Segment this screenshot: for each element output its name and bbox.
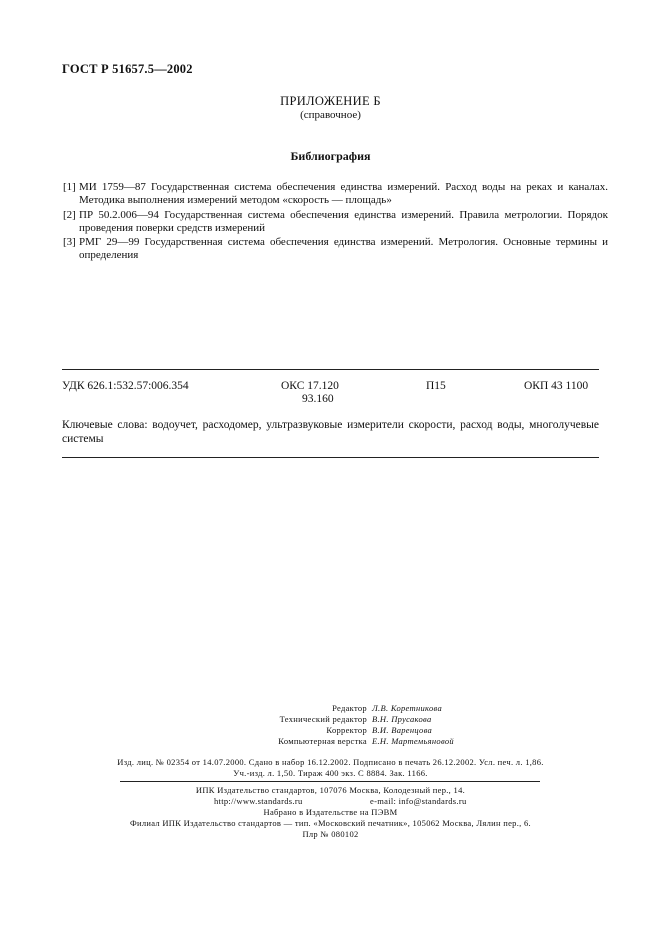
bibliography-item-number: [1]	[63, 181, 76, 193]
typesetting-note: Набрано в Издательстве на ПЭВМ	[263, 807, 398, 817]
bibliography-item-number: [3]	[63, 236, 76, 248]
appendix-subtitle: (справочное)	[300, 109, 361, 121]
publisher-email[interactable]: e-mail: info@standards.ru	[370, 796, 467, 806]
corrector-name: В.И. Варенцова	[372, 725, 433, 735]
divider-bottom	[62, 457, 599, 458]
publication-info-line2: Уч.-изд. л. 1,50. Тираж 400 экз. С 8884. Зак. 1166.	[233, 768, 428, 778]
bibliography-item	[63, 181, 608, 207]
editor-name: Л.В. Коретникова	[372, 703, 442, 713]
printing-branch: Филиал ИПК Издательство стандартов — тип. «Московский печатник», 105062 Москва, Лялин пер., 6.	[130, 818, 531, 828]
layout-label: Компьютерная верстка	[278, 736, 367, 746]
layout-name: Е.Н. Мартемьяновой	[372, 736, 454, 746]
divider-top	[62, 369, 599, 370]
bibliography-item-text: ПР 50.2.006—94 Государственная система обеспечения единства измерений. Правила метрологии. Порядок проведения поверки средств измерений	[79, 209, 608, 234]
udk-code: УДК 626.1:532.57:006.354	[62, 380, 189, 392]
oks-code-secondary: 93.160	[302, 393, 334, 405]
printing-license: Плр № 080102	[302, 829, 359, 839]
oks-code: ОКС 17.120	[281, 380, 339, 392]
publisher-address: ИПК Издательство стандартов, 107076 Москва, Колодезный пер., 14.	[195, 785, 466, 795]
bibliography-item-number: [2]	[63, 209, 76, 221]
bibliography-item	[63, 236, 608, 262]
bibliography-item-text: МИ 1759—87 Государственная система обеспечения единства измерений. Расход воды на реках и каналах. Методика выполнения измерений методом «скорость — площадь»	[79, 181, 608, 206]
publication-info-line1: Изд. лиц. № 02354 от 14.07.2000. Сдано в набор 16.12.2002. Подписано в печать 26.12.2002. Усл. печ. л. 1,86.	[117, 757, 544, 767]
okp-code: ОКП 43 1100	[524, 380, 589, 392]
tech-editor-label: Технический редактор	[279, 714, 367, 724]
publisher-url[interactable]: http://www.standards.ru	[214, 796, 303, 806]
document-code: ГОСТ Р 51657.5—2002	[62, 62, 193, 76]
divider-imprint	[120, 781, 540, 782]
bibliography-item	[63, 209, 608, 235]
keywords: Ключевые слова: водоучет, расходомер, ультразвуковые измерители скорости, расход воды, многолучевые системы	[62, 419, 599, 445]
tech-editor-name: В.Н. Прусакова	[372, 714, 432, 724]
corrector-label: Корректор	[326, 725, 367, 735]
appendix-title: ПРИЛОЖЕНИЕ Б	[280, 94, 381, 108]
bibliography-title: Библиография	[290, 149, 371, 163]
editor-label: Редактор	[332, 703, 367, 713]
bibliography-item-text: РМГ 29—99 Государственная система обеспечения единства измерений. Метрология. Основные термины и определения	[79, 236, 608, 261]
group-code: П15	[426, 380, 446, 392]
